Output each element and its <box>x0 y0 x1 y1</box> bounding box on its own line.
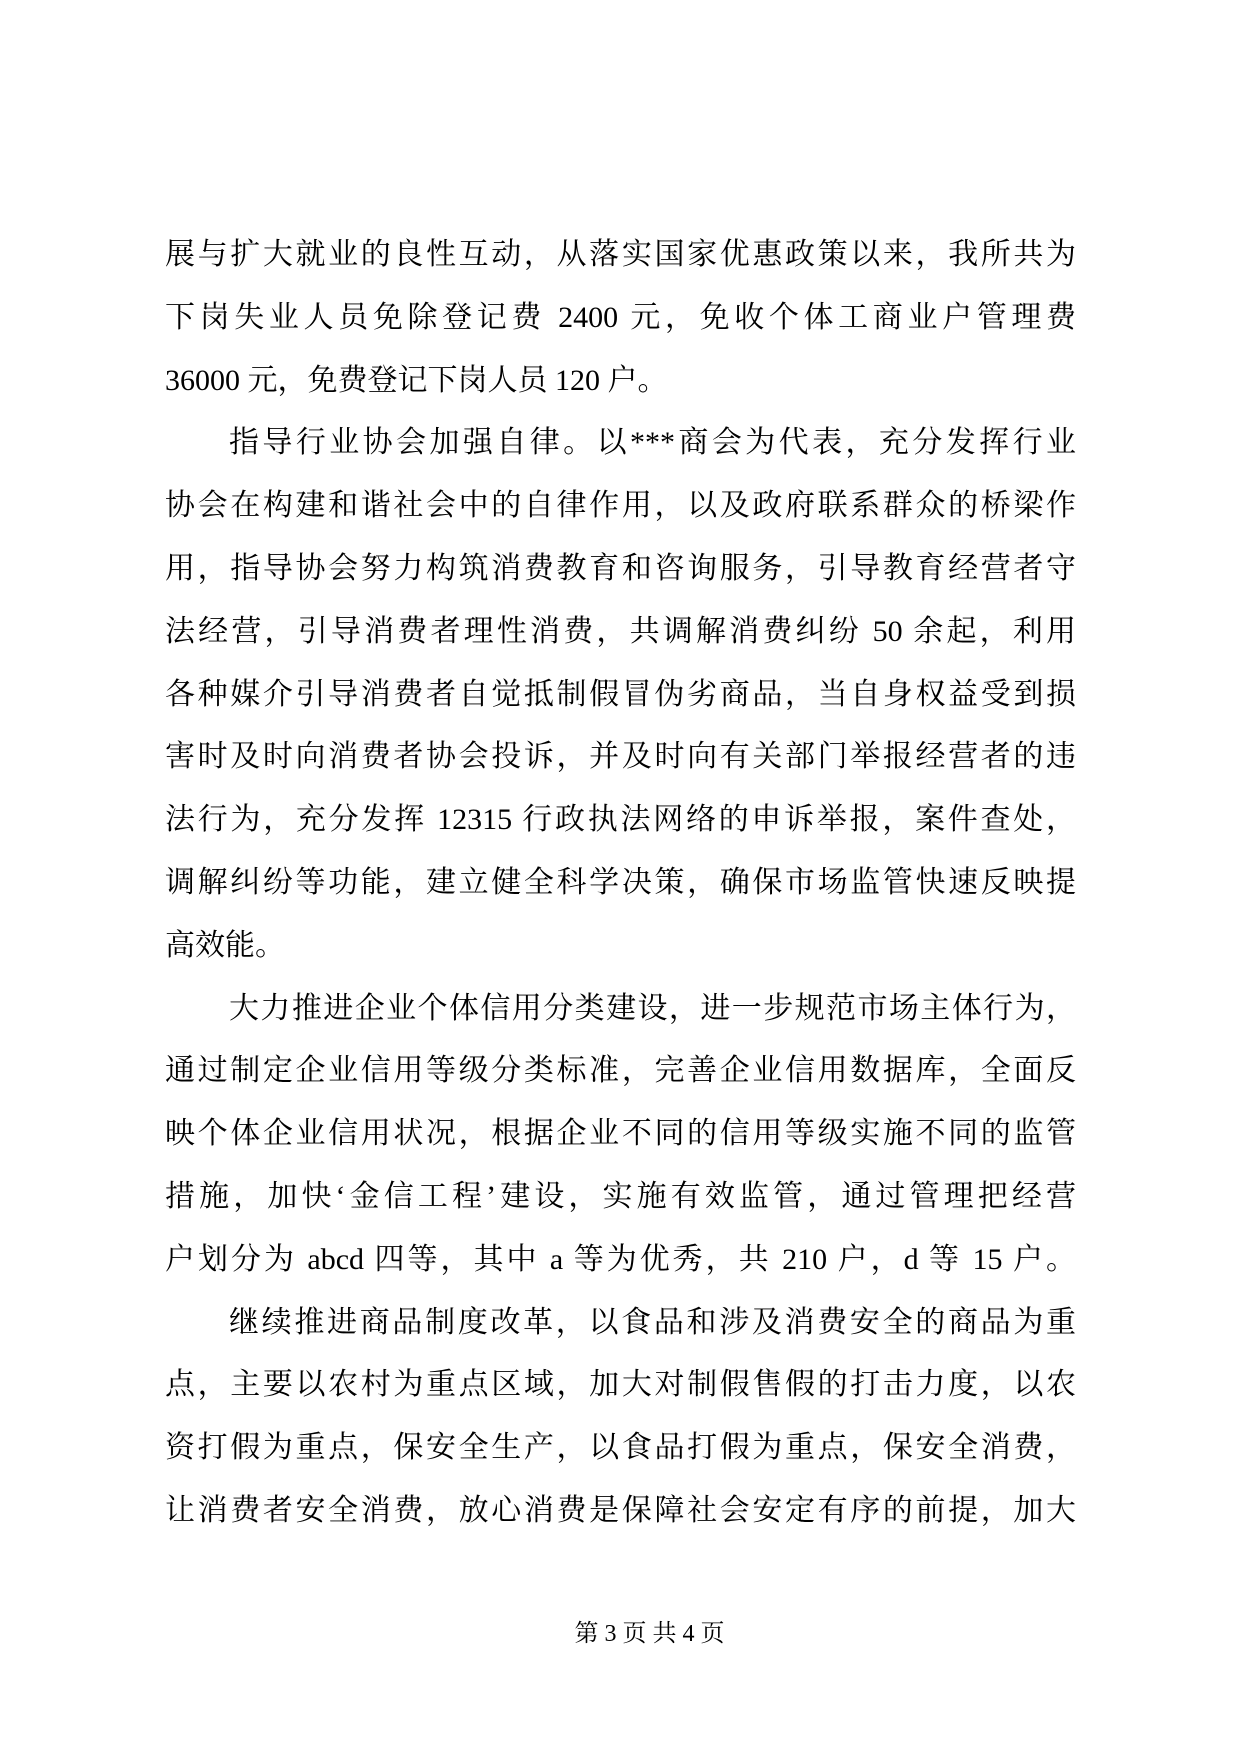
text-line: 大力推进企业个体信用分类建设，进一步规范市场主体行为， <box>229 991 1076 1025</box>
text-line: 资打假为重点，保安全生产，以食品打假为重点，保安全消费， <box>165 1431 1076 1465</box>
text-line: 展与扩大就业的良性互动，从落实国家优惠政策以来，我所共为 <box>165 238 1076 271</box>
text-line: 36000 元，免费登记下岗人员 120 户。 <box>165 363 668 397</box>
text-line: 各种媒介引导消费者自觉抵制假冒伪劣商品，当自身权益受到损 <box>165 677 1076 711</box>
text-line: 户划分为 abcd 四等，其中 a 等为优秀，共 210 户，d 等 15 户。 <box>165 1242 1076 1276</box>
text-line: 让消费者安全消费，放心消费是保障社会安定有序的前提，加大 <box>165 1493 1076 1527</box>
text-line: 下岗失业人员免除登记费 2400 元，免收个体工商业户管理费 <box>165 300 1076 334</box>
document-body <box>165 224 1076 1543</box>
page-number-text: 第 3 页 共 4 页 <box>574 1621 725 1647</box>
text-line: 法经营，引导消费者理性消费，共调解消费纠纷 50 余起，利用 <box>165 614 1076 648</box>
text-line: 指导行业协会加强自律。以***商会为代表，充分发挥行业 <box>229 426 1076 460</box>
text-line: 用，指导协会努力构筑消费教育和咨询服务，引导教育经营者守 <box>165 551 1076 585</box>
text-line: 映个体企业信用状况，根据企业不同的信用等级实施不同的监管 <box>165 1117 1076 1151</box>
text-line: 害时及时向消费者协会投诉，并及时向有关部门举报经营者的违 <box>165 740 1076 774</box>
page-footer <box>58 1612 1241 1656</box>
text-line: 点，主要以农村为重点区域，加大对制假售假的打击力度，以农 <box>165 1368 1076 1402</box>
text-line: 继续推进商品制度改革，以食品和涉及消费安全的商品为重 <box>229 1305 1076 1339</box>
text-line: 法行为，充分发挥 12315 行政执法网络的申诉举报，案件查处， <box>165 803 1076 837</box>
text-line: 调解纠纷等功能，建立健全科学决策，确保市场监管快速反映提 <box>165 865 1076 899</box>
text-line: 通过制定企业信用等级分类标准，完善企业信用数据库，全面反 <box>165 1054 1076 1088</box>
text-line: 措施，加快‘金信工程’建设，实施有效监管，通过管理把经营 <box>165 1179 1076 1213</box>
text-line: 协会在构建和谐社会中的自律作用，以及政府联系群众的桥梁作 <box>165 489 1076 523</box>
text-line: 高效能。 <box>165 928 285 962</box>
